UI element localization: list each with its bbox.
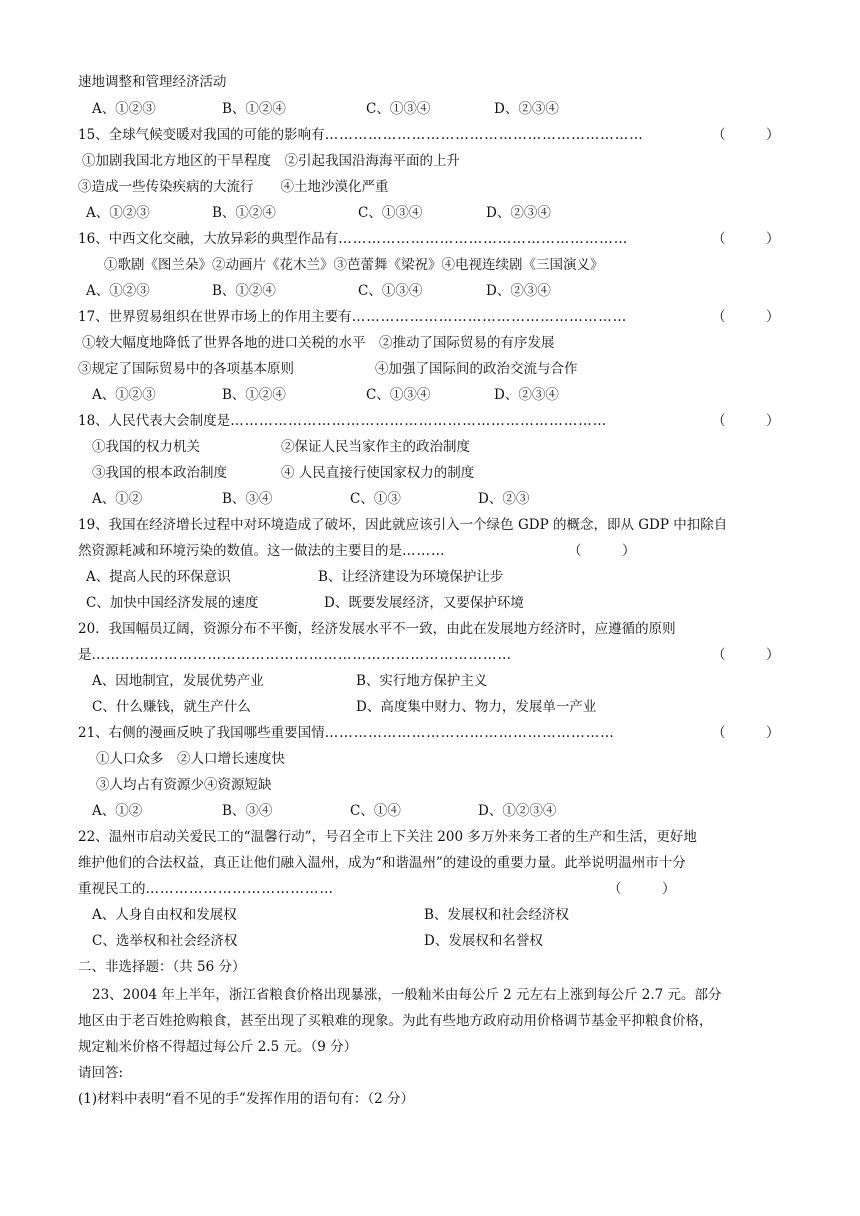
q19-option-a: A、提高人民的环保意识 (86, 569, 231, 585)
q18-option-d: D、②③ (478, 491, 530, 507)
q14-option-d: D、②③④ (494, 101, 559, 117)
q17-option-c: C、①③④ (366, 387, 431, 403)
q15-option-d: D、②③④ (486, 205, 551, 221)
q17-option-a: A、①②③ (92, 387, 156, 403)
q17-item-2: ③规定了国际贸易中的各项基本原则 ④加强了国际间的政治交流与合作 (78, 361, 578, 377)
q18-answer-blank: （ ） (712, 413, 780, 429)
q21-answer-blank: （ ） (712, 725, 780, 741)
q22-option-b: B、发展权和社会经济权 (424, 907, 569, 923)
q17-answer-blank: （ ） (712, 309, 780, 325)
q16-option-d: D、②③④ (486, 283, 551, 299)
q18-option-b: B、③④ (222, 491, 273, 507)
q20-option-c: C、什么赚钱，就生产什么 (92, 699, 251, 715)
q14-option-b: B、①②④ (222, 101, 286, 117)
q17-item-1: ①较大幅度地降低了世界各地的进口关税的水平 ②推动了国际贸易的有序发展 (82, 335, 555, 351)
q20-option-a: A、因地制宜，发展优势产业 (92, 673, 264, 689)
q21-stem: 21、右侧的漫画反映了我国哪些重要国情…………………………………………………… (78, 725, 615, 741)
q22-stem-line-2: 维护他们的合法权益，真正让他们融入温州，成为“和谐温州”的建设的重要力量。此举说明温州市十分 (78, 855, 686, 871)
q18-item-1: ①我国的权力机关 ②保证人民当家作主的政治制度 (92, 439, 470, 455)
q22-option-c: C、选举权和社会经济权 (92, 933, 238, 949)
q15-item-1: ①加剧我国北方地区的干旱程度 ②引起我国沿海海平面的上升 (82, 153, 460, 169)
q20-option-b: B、实行地方保护主义 (356, 673, 488, 689)
q19-answer-blank: （ ） (568, 543, 636, 559)
q17-option-b: B、①②④ (222, 387, 286, 403)
q16-option-a: A、①②③ (86, 283, 150, 299)
q20-stem-line-1: 20．我国幅员辽阔，资源分布不平衡，经济发展水平不一致，由此在发展地方经济时，应遵循的原则 (78, 621, 676, 637)
q21-item-2: ③人均占有资源少④资源短缺 (96, 777, 272, 793)
q23-stem-line-2: 地区由于老百姓抢购粮食，甚至出现了买粮难的现象。为此有些地方政府动用价格调节基金平抑粮食价格， (78, 1013, 713, 1029)
q23-stem-line-3: 规定籼米价格不得超过每公斤 2.5 元。（9 分） (78, 1039, 358, 1055)
q18-option-c: C、①③ (350, 491, 401, 507)
q15-option-b: B、①②④ (212, 205, 276, 221)
q21-item-1: ①人口众多 ②人口增长速度快 (96, 751, 285, 767)
q22-option-d: D、发展权和名誉权 (424, 933, 543, 949)
q23-ask: 请回答: (78, 1065, 124, 1081)
q16-answer-blank: （ ） (712, 231, 780, 247)
q22-option-a: A、人身自由权和发展权 (92, 907, 237, 923)
q19-stem-line-1: 19、我国在经济增长过程中对环境造成了破坏，因此就应该引入一个绿色 GDP 的概念，即从 GDP 中扣除自 (78, 517, 728, 533)
section-heading: 二、非选择题：（共 56 分） (78, 959, 246, 975)
q20-stem-line-2: 是…………………………………………………………………………… (78, 647, 512, 663)
q19-option-d: D、既要发展经济，又要保护环境 (324, 595, 524, 611)
q15-answer-blank: （ ） (712, 127, 780, 143)
q22-answer-blank: （ ） (608, 881, 676, 897)
q16-stem: 16、中西文化交融，大放异彩的典型作品有…………………………………………………… (78, 231, 629, 247)
q19-option-c: C、加快中国经济发展的速度 (86, 595, 259, 611)
q15-option-c: C、①③④ (358, 205, 423, 221)
q19-option-b: B、让经济建设为环境保护让步 (318, 569, 504, 585)
q21-option-c: C、①④ (350, 803, 401, 819)
q14-option-a: A、①②③ (92, 101, 156, 117)
q16-option-c: C、①③④ (358, 283, 423, 299)
continued-text: 速地调整和管理经济活动 (78, 74, 227, 90)
q20-answer-blank: （ ） (712, 647, 780, 663)
q18-item-2: ③我国的根本政治制度 ④ 人民直接行使国家权力的制度 (92, 465, 475, 481)
q21-option-a: A、①② (92, 803, 143, 819)
q18-option-a: A、①② (92, 491, 143, 507)
q15-stem: 15、全球气候变暖对我国的可能的影响有………………………………………………………… (78, 127, 644, 143)
q21-option-d: D、①②③④ (478, 803, 557, 819)
q21-option-b: B、③④ (222, 803, 273, 819)
q23-stem-line-1: 23、2004 年上半年，浙江省粮食价格出现暴涨，一般籼米由每公斤 2 元左右上涨到每公斤 2.7 元。部分 (92, 987, 722, 1003)
q17-stem: 17、世界贸易组织在世界市场上的作用主要有………………………………………………… (78, 309, 628, 325)
q20-option-d: D、高度集中财力、物力，发展单一产业 (356, 699, 597, 715)
q17-option-d: D、②③④ (494, 387, 559, 403)
q23-subquestion-1: (1)材料中表明“看不见的手”发挥作用的语句有：（2 分） (78, 1091, 415, 1107)
q19-stem-line-2: 然资源耗减和环境污染的数值。这一做法的主要目的是……… (78, 543, 446, 559)
q16-option-b: B、①②④ (212, 283, 276, 299)
q22-stem-line-3: 重视民工的………………………………… (78, 881, 334, 897)
q18-stem: 18、人民代表大会制度是…………………………………………………………………… (78, 413, 608, 429)
q22-stem-line-1: 22、温州市启动关爱民工的“温馨行动”，号召全市上下关注 200 多万外来务工者的生产和生活，更好地 (78, 829, 697, 845)
q16-items: ①歌剧《图兰朵》②动画片《花木兰》③芭蕾舞《梁祝》④电视连续剧《三国演义》 (104, 257, 604, 273)
q15-item-2: ③造成一些传染疾病的大流行 ④土地沙漠化严重 (78, 179, 389, 195)
q15-option-a: A、①②③ (86, 205, 150, 221)
q14-option-c: C、①③④ (366, 101, 431, 117)
